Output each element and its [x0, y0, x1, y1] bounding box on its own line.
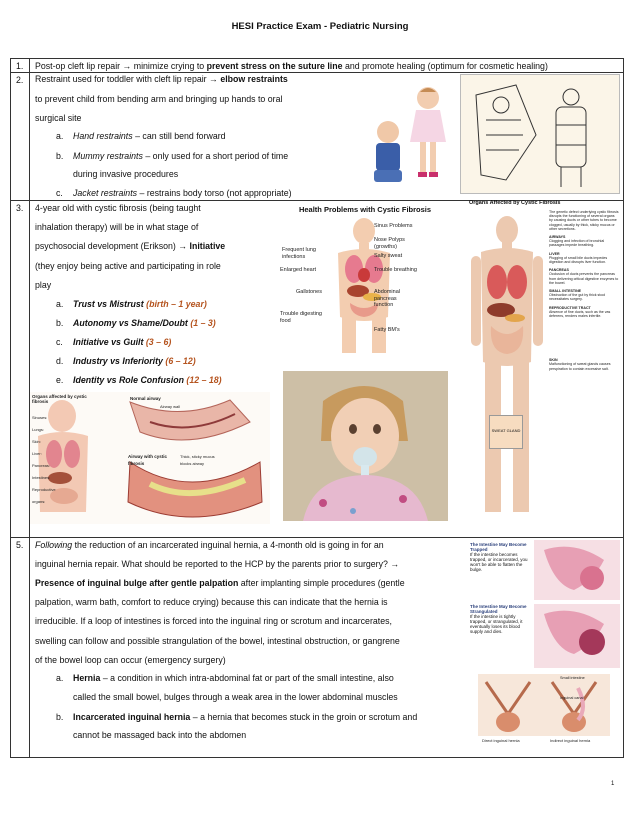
cf-figure-title: Health Problems with Cystic Fibrosis [298, 205, 432, 214]
q5-option-b-cont: cannot be massaged back into the abdomen [73, 730, 247, 740]
organ-figure-text: The genetic defect underlying cystic fibrosis disrupts the functioning of several organs by causing ducts or other tubes to become clogged, usually by thick, sticky mucus or other secretions. AIRWAYS Clogging and infection of bronchial passages impede breathing. LIVER Plugging of small bile ducts impedes digestion and disrupts liver function. PANCREAS Occlusion of ducts prevents the pancreas from delivering critical digestive enzymes to the bowel. SMALL INTESTINE Obstruction of the gut by thick stool necessitates surgery. REPRODUCTIVE TRACT Absence of fine ducts, such as the vas deferens, renders males infertile. SKIN Malfunctioning of sweat glands causes perspiration to contain excessive salt. [549, 210, 619, 371]
cf-airway-diagram [30, 392, 270, 524]
airway-figure-title: Organs affected by cystic fibrosis [32, 394, 87, 404]
q3-option-a-text: Trust vs Mistrust (birth – 1 year) [73, 299, 207, 309]
q3-line3: psychosocial development (Erikson) → Initiative [35, 241, 226, 251]
q5-line2: inguinal hernia repair. What should be reported to the HCP by the parents prior to surgery? → [35, 559, 400, 569]
q2-line2: to prevent child from bending arm and bringing up hands to oral [35, 94, 283, 104]
hernia-caption-indirect: Indirect inguinal hernia [550, 738, 591, 743]
q2-line1: Restraint used for toddler with cleft lip repair → elbow restraints [35, 74, 288, 84]
q2-option-b-text: Mummy restraints – only used for a short period of time [73, 151, 289, 161]
q3-option-e-text: Identity vs Role Confusion (12 – 18) [73, 375, 222, 385]
q3-line2: inhalation therapy) will be in what stage of [35, 222, 199, 232]
row-divider [10, 537, 624, 538]
q2-option-c-text: Jacket restraints – restrains body torso (not appropriate) [73, 188, 292, 198]
cf-label: Trouble breathing [374, 267, 417, 273]
q5-line6: swelling can follow and possible strangulation of the bowel, intestinal obstruction, or gangrene [35, 636, 400, 646]
cf-label: Frequent lung infections [282, 247, 316, 260]
q5-option-a-text: Hernia – a condition in which intra-abdominal fat or part of the small intestine, also [73, 673, 394, 683]
hernia-strangulated-text: The Intestine May Become Strangulated If the intestine is tightly trapped, or strangulated, it eventually loses its blood supply and dies. [470, 604, 527, 634]
cf-label: Nose Polyps (growths) [374, 237, 405, 250]
q2-option-a: a. [56, 131, 64, 141]
airway-organ-list: Sinuses: Lungs: Skin: Liver: Pancreas: Intestines: Reproductive organs: [32, 415, 56, 504]
cf-label: Gallstones [296, 289, 322, 295]
cf-label: Abdominal pancreas function [374, 289, 400, 308]
organs-affected-figure [465, 200, 620, 525]
q3-line1: 4-year old with cystic fibrosis (being taught [35, 203, 201, 213]
sweat-gland-inset: SWEAT GLAND [489, 415, 523, 449]
cf-label: Salty sweat [374, 253, 403, 259]
page-number: 1 [611, 781, 615, 787]
airway-wall-label: Airway wall [160, 404, 181, 409]
q3-line5: play [35, 280, 52, 290]
q3-option-d-text: Industry vs Inferiority (6 – 12) [73, 356, 196, 366]
q5-line1: Following the reduction of an incarcerated inguinal hernia, a 4-month old is going in for an [35, 540, 384, 550]
hernia-small-intestine-label: Small intestine [560, 676, 585, 680]
q3-option-c-text: Initiative vs Guilt (3 – 6) [73, 337, 172, 347]
q2-option-c: c. [56, 188, 63, 198]
cf-health-problems-figure [270, 203, 460, 363]
q5-line5: irreducible. If a loop of intestines is forced into the inguinal ring or scrotum and incarcerates, [35, 616, 392, 626]
q5-number: 5. [16, 540, 24, 550]
q3-option-b: b. [56, 318, 64, 328]
cf-label: Trouble digesting food [280, 311, 322, 324]
q5-option-a-cont: called the small bowel, bulges through a weak area in the lower abdominal muscles [73, 692, 398, 702]
q5-option-b: b. [56, 712, 64, 722]
q3-line4: (they enjoy being active and participating in role [35, 261, 221, 271]
cf-label: Enlarged heart [280, 267, 317, 273]
q2-line3: surgical site [35, 113, 82, 123]
cf-label: Fatty BM's [374, 327, 400, 333]
q3-option-e: e. [56, 375, 64, 385]
normal-airway-label: Normal airway [130, 396, 161, 401]
restraint-diagram [460, 74, 620, 194]
q2-number: 2. [16, 75, 24, 85]
hernia-trapped-text: The Intestine May Become Trapped If the intestine becomes trapped, or incarcerated, you won't be able to flatten the bulge. [470, 542, 528, 572]
q5-option-b-text: Incarcerated inguinal hernia – a hernia that becomes stuck in the groin or scrotum and [73, 712, 418, 722]
q3-number: 3. [16, 203, 24, 213]
q2-option-a-text: Hand restraints – can still bend forward [73, 131, 226, 141]
q2-option-b-cont: during invasive procedures [73, 169, 179, 179]
cf-label: Sinus Problems [374, 223, 413, 229]
q3-option-c: c. [56, 337, 63, 347]
q5-line4: palpation, warm bath, comfort to reduce crying) because this can indicate that the hernia is [35, 597, 388, 607]
child-nebulizer-photo [283, 371, 448, 521]
hernia-figure [468, 540, 620, 750]
thick-mucus-label: Thick, sticky mucus blocks airway [180, 454, 215, 466]
cf-airway-label: Airway with cystic fibrosis [128, 454, 168, 466]
q1-number: 1. [16, 61, 24, 71]
q3-option-a: a. [56, 299, 64, 309]
toddler-restraint-photo [358, 80, 454, 190]
q2-option-b: b. [56, 151, 64, 161]
q1-text: Post-op cleft lip repair → minimize crying to prevent stress on the suture line and promote healing (optimum for cosmetic healing) [35, 61, 548, 71]
hernia-caption-direct: Direct inguinal hernia [482, 738, 520, 743]
q3-option-d: d. [56, 356, 64, 366]
hernia-inguinal-canal-label: Inguinal canal [560, 696, 584, 700]
page-title: HESI Practice Exam - Pediatric Nursing [231, 21, 409, 32]
q5-line3: Presence of inguinal bulge after gentle palpation after implanting simple procedures (gentle [35, 578, 405, 588]
q3-option-b-text: Autonomy vs Shame/Doubt (1 – 3) [73, 318, 216, 328]
organ-figure-title: Organs Affected by Cystic Fibrosis [469, 200, 561, 206]
q5-option-a: a. [56, 673, 64, 683]
q5-line7: of the bowel loop can occur (emergency surgery) [35, 655, 226, 665]
